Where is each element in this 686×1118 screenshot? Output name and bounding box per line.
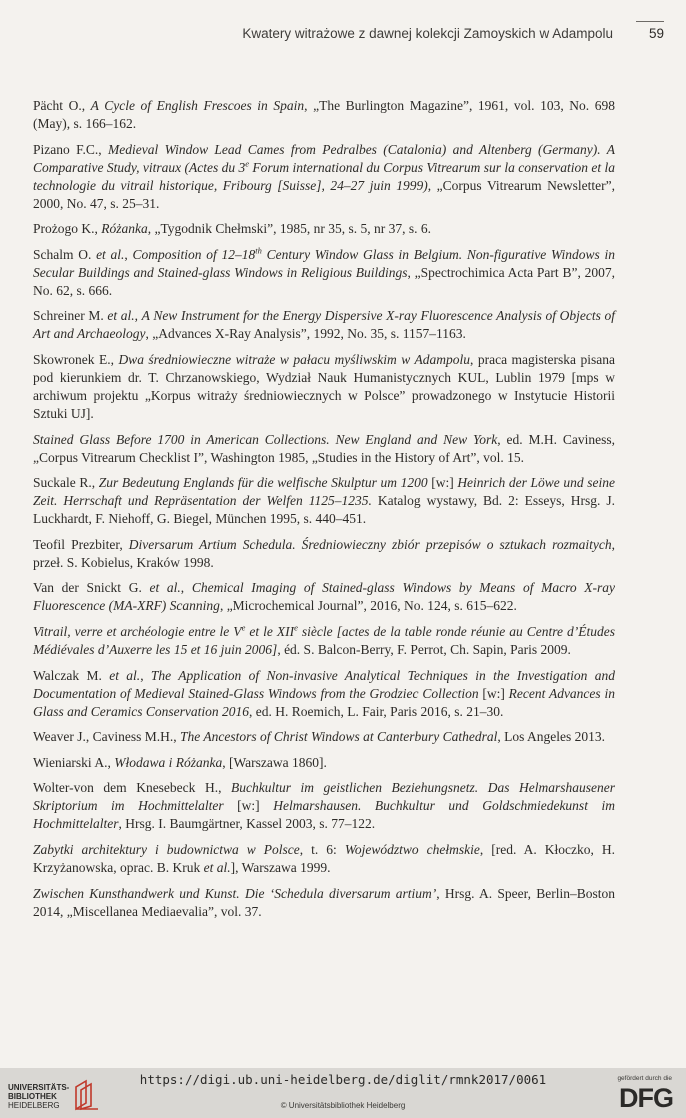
entry-title-text: Włodawa i Różanka <box>114 754 223 770</box>
entry-text: , ed. M.H. Caviness, „Corpus Vitrearum Checklist I”, Washington 1985, „Studies in the History of Art”, vol. 15. <box>33 431 615 465</box>
entry-text: , <box>124 246 133 262</box>
entry-text: , [Warszawa 1860]. <box>222 754 327 770</box>
entry-title-text: Zwischen Kunsthandwerk und Kunst. Die ‘Schedula diversarum artium’ <box>33 885 437 901</box>
bibliography-list <box>33 97 615 928</box>
entry-title-text: Stained Glass Before 1700 in American Collections. New England and New York <box>33 431 498 447</box>
entry-text: , przeł. S. Kobielus, Kraków 1998. <box>33 536 615 570</box>
entry-text: , „Spectrochimica Acta Part B”, 2007, No. 62, s. 666. <box>33 264 615 298</box>
bibliography-entry <box>33 779 615 833</box>
entry-title-text: Buchkultur im geistlichen Beziehungsnetz. Das Helmarshausener Skriptorium im Hochmittelalter <box>33 780 615 814</box>
entry-title-text: et al. <box>96 246 125 262</box>
bibliography-entry <box>33 97 615 133</box>
bibliography-entry <box>33 246 615 300</box>
dfg-logo[interactable]: DFG <box>619 1083 673 1113</box>
entry-text: Schalm O. <box>33 246 97 262</box>
entry-text: , <box>180 580 192 596</box>
bibliography-entry <box>33 536 615 572</box>
entry-title-text: e <box>294 622 298 633</box>
entry-text: , „Advances X-Ray Analysis”, 1992, No. 35, s. 1157–1163. <box>145 326 466 342</box>
entry-text: , „Corpus Vitrearum Newsletter”, 2000, No. 47, s. 25–31. <box>33 177 615 211</box>
bibliography-entry <box>33 667 615 721</box>
entry-text: Wieniarski A., <box>33 754 115 770</box>
library-name: UNIVERSITÄTS- BIBLIOTHEK HEIDELBERG <box>8 1083 70 1110</box>
entry-title-text: Century Window Glass in Belgium. Non-figurative Windows in Secular Buildings and Stained-glass Windows in Religious Buildings <box>33 246 616 280</box>
entry-title-text: Forum international du Corpus Vitrearum sur la conservation et la technologie du vitrail historique, Fribourg [Suisse], 24–27 juin 1999) <box>33 159 615 193</box>
entry-title-text: et al. <box>203 859 231 875</box>
entry-text: , [red. A. Kłoczko, H. Krzyżanowska, oprac. B. Kruk <box>33 841 615 875</box>
entry-text: [w:] <box>478 685 509 701</box>
entry-title-text: The Application of Non-invasive Analytical Techniques in the Investigation and Documentation of Medieval Stained-Glass Windows from the Grodziec Collection <box>33 667 616 701</box>
entry-text: Van der Snickt G. <box>33 580 150 596</box>
bibliography-entry <box>33 579 615 615</box>
entry-text: Weaver J., Caviness M.H., <box>33 729 181 745</box>
entry-title-text: Helmarshausen. Buchkultur und Goldschmiedekunst im Hochmittelalter <box>33 798 615 832</box>
bibliography-entry <box>33 623 615 659</box>
entry-text: , Los Angeles 2013. <box>497 729 606 745</box>
entry-text: , t. 6: <box>299 841 345 857</box>
page-number: 59 <box>648 26 664 41</box>
entry-text: , „The Burlington Magazine”, 1961, vol. 103, No. 698 (May), s. 166–162. <box>33 98 615 131</box>
entry-text: Suckale R., <box>33 475 99 491</box>
entry-title-text: et le XII <box>245 623 295 639</box>
entry-text: , <box>140 667 151 683</box>
page-header <box>0 26 686 48</box>
entry-text: Pächt O., <box>33 98 91 113</box>
entry-text: Skowronek E., <box>33 351 119 367</box>
entry-text: Teofil Prezbiter, <box>33 536 129 552</box>
copyright-notice: © Universitätsbibliothek Heidelberg <box>280 1101 406 1110</box>
entry-title-text: et al. <box>109 667 141 683</box>
entry-title-text: Różanka <box>101 221 148 237</box>
entry-title-text: Zur Bedeutung Englands für die welfische Skulptur um 1200 <box>98 475 428 491</box>
running-title: Kwatery witrażowe z dawnej kolekcji Zamoyskich w Adampolu <box>242 26 613 41</box>
entry-title-text: Vitrail, verre et archéologie entre le V <box>33 623 242 639</box>
entry-text: , ed. H. Roemich, L. Fair, Paris 2016, s. 21–30. <box>249 703 504 719</box>
entry-title-text: e <box>241 622 246 633</box>
bibliography-entry <box>33 351 615 423</box>
bibliography-entry <box>33 431 615 467</box>
entry-text: , éd. S. Balcon-Berry, F. Perrot, Ch. Sapin, Paris 2009. <box>277 641 571 657</box>
viewer-footer <box>0 1068 686 1118</box>
entry-text: Schreiner M. <box>33 308 108 324</box>
funding-label: gefördert durch die <box>617 1075 672 1082</box>
entry-title-text: et al. <box>149 580 181 596</box>
entry-text: Pizano F.C., <box>33 141 108 157</box>
bibliography-entry <box>33 307 615 343</box>
entry-title-text: e <box>245 158 249 169</box>
entry-text: [w:] <box>223 798 274 814</box>
entry-title-text: et al. <box>107 308 135 324</box>
entry-text: [w:] <box>427 475 458 491</box>
bibliography-entry <box>33 754 615 772</box>
entry-title-text: Heinrich der Löwe und seine Zeit. Herrschaft und Repräsentation der Welfen 1125–1235. <box>33 475 615 509</box>
entry-text: , Hrsg. I. Baumgärtner, Kassel 2003, s. 77–122. <box>118 816 376 832</box>
bibliography-entry <box>33 885 615 921</box>
bibliography-entry <box>33 141 615 213</box>
entry-text: , praca magisterska pisana pod kierunkiem dr. T. Chrzanowskiego, Wydział Nauk Humanistycznych KUL, Lublin 1979 [mps w archiwum projektu „Korpus witraży średniowiecznych w Polsce” prowadzonego w Instytucie Historii Sztuki UJ]. <box>33 351 615 421</box>
entry-text: Prożogo K., <box>33 221 102 237</box>
entry-text: , <box>134 308 142 324</box>
entry-title-text: Diversarum Artium Schedula. Średniowieczny zbiór przepisów o sztukach rozmaitych <box>128 536 612 552</box>
entry-title-text: The Ancestors of Christ Windows at Canterbury Cathedral <box>180 729 498 745</box>
entry-text: Katalog wystawy, Bd. 2: Esseys, Hrsg. J. Luckhardt, F. Niehoff, G. Biegel, München 1995, s. 440–451. <box>33 493 615 527</box>
entry-title-text: Recent Advances in Glass and Ceramics Conservation 2016 <box>33 685 615 719</box>
bibliography-entry <box>33 728 615 746</box>
entry-title-text: Medieval Window Lead Cames from Pedralbes (Catalonia) and Altenberg (Germany). A Comparative Study, vitraux (Actes du 3 <box>33 141 615 175</box>
entry-text: Walczak M. <box>33 667 110 683</box>
entry-title-text: siècle [actes de la table ronde réunie au Centre d’Études Médiévales d’Auxerre les 15 et 16 juin 2006] <box>33 623 615 657</box>
header-rule <box>636 21 664 22</box>
entry-title-text: A New Instrument for the Energy Dispersive X-ray Fluorescence Analysis of Objects of Art and Archaeology <box>33 308 615 342</box>
permalink-url[interactable]: https://digi.ub.uni-heidelberg.de/diglit/rmnk2017/0061 <box>139 1072 547 1087</box>
entry-text: ], Warszawa 1999. <box>230 859 331 875</box>
bibliography-entry <box>33 220 615 238</box>
bibliography-entry <box>33 841 615 877</box>
entry-text: , Hrsg. A. Speer, Berlin–Boston 2014, „Miscellanea Mediaevalia”, vol. 37. <box>33 885 616 919</box>
entry-text: , „Tygodnik Chełmski”, 1985, nr 35, s. 5, nr 37, s. 6. <box>147 221 432 237</box>
entry-title-text: Dwa średniowieczne witraże w pałacu myśliwskim w Adampolu <box>118 351 470 367</box>
entry-title-text: th <box>255 245 262 256</box>
entry-text: , „Microchemical Journal”, 2016, No. 124, s. 615–622. <box>219 598 517 614</box>
entry-text: Wolter-von dem Knesebeck H., <box>33 780 231 796</box>
entry-title-text: Województwo chełmskie <box>344 841 480 857</box>
entry-title-text: Chemical Imaging of Stained-glass Windows by Means of Macro X-ray Fluorescence (MA-XRF) Scanning <box>33 580 616 614</box>
entry-title-text: Composition of 12–18 <box>132 246 256 262</box>
entry-title-text: A Cycle of English Frescoes in Spain <box>90 98 305 113</box>
entry-title-text: Zabytki architektury i budownictwa w Polsce <box>33 841 300 857</box>
bibliography-entry <box>33 474 615 528</box>
